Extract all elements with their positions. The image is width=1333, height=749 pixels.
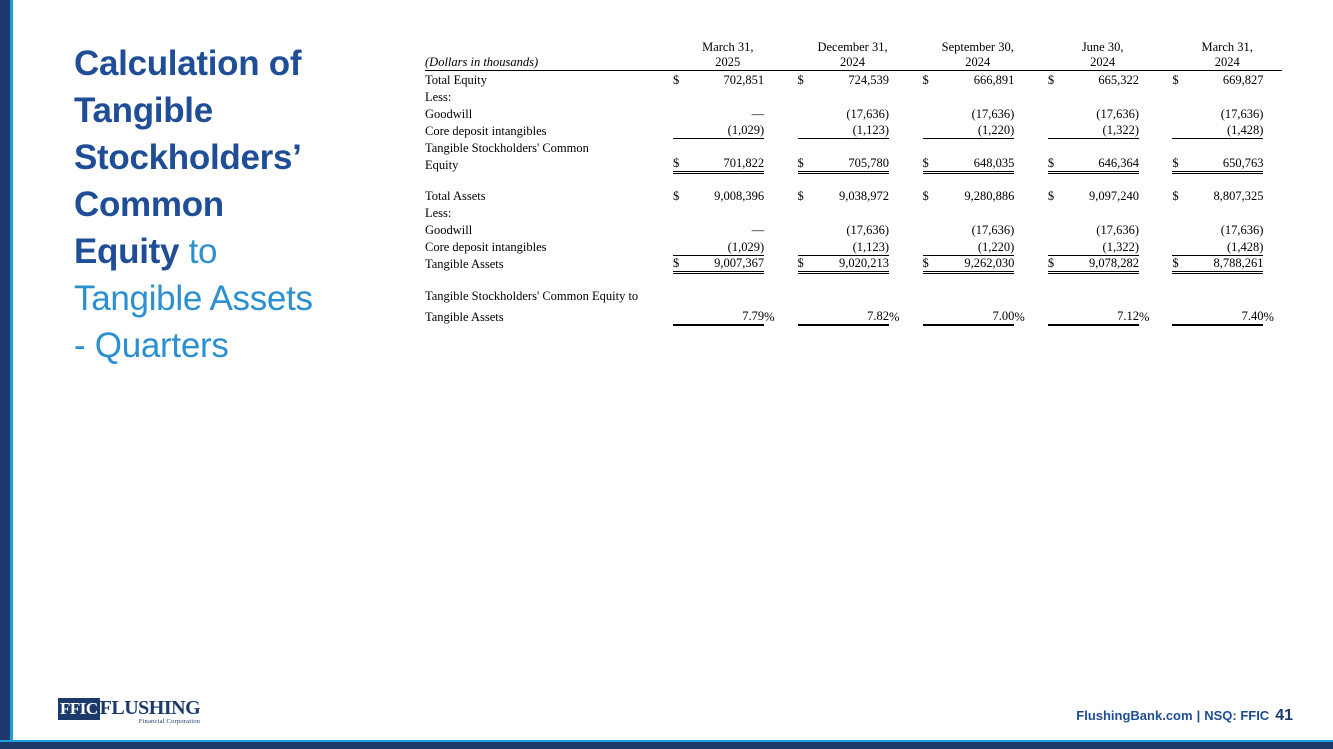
cell-value: (1,029) [687, 122, 764, 139]
table-row [425, 71, 1282, 88]
cell-currency: $ [1048, 156, 1062, 173]
cell-value: (1,322) [1062, 122, 1139, 139]
cell-value: (1,428) [1187, 238, 1264, 255]
title-line-1: Calculation of [74, 44, 302, 83]
row-label: Total Assets [425, 189, 486, 203]
table-row [425, 88, 1282, 105]
cell-value: — [751, 223, 765, 237]
table-row [425, 204, 1282, 221]
col-header-1-line1: March 31, [702, 40, 754, 54]
table-row [425, 156, 1282, 173]
row-label: Goodwill [425, 106, 473, 121]
cell-suffix: % [764, 309, 775, 324]
cell-value: (1,220) [937, 122, 1014, 139]
cell-currency: $ [1047, 189, 1055, 203]
cell-value: (1,123) [812, 238, 889, 255]
cell-value: 669,827 [1222, 72, 1264, 87]
units-note: (Dollars in thousands) [425, 55, 673, 71]
website-link[interactable]: FlushingBank.com [1076, 708, 1193, 723]
cell-value: 666,891 [973, 72, 1015, 87]
cell-value: 702,851 [723, 72, 765, 87]
table-row [425, 287, 1282, 304]
cell-value: 9,097,240 [1088, 189, 1139, 203]
logo-wordmark: FLUSHING [99, 697, 201, 719]
cell-suffix: % [1014, 309, 1025, 324]
table-spacer [425, 173, 1282, 188]
col-header-2-line2: 2024 [798, 55, 908, 71]
table-row [425, 304, 1282, 325]
cell-value: 9,008,396 [714, 189, 765, 203]
title-line-3: Stockholders’ [74, 138, 302, 177]
cell-currency: $ [1172, 72, 1179, 87]
row-label: Less: [425, 89, 452, 104]
cell-value: 724,539 [848, 72, 890, 87]
page-number: 41 [1275, 707, 1293, 724]
left-edge-accent-bar [10, 0, 13, 749]
cell-currency: $ [798, 255, 812, 272]
tangible-equity-table [425, 40, 1282, 326]
financial-table-container [425, 40, 1282, 326]
cell-value: (17,636) [1096, 223, 1139, 237]
title-line-2: Tangible [74, 91, 213, 130]
cell-value: 701,822 [687, 156, 764, 173]
row-label: Less: [425, 206, 452, 220]
logo-mark: FFIC [60, 698, 98, 718]
table-row [425, 105, 1282, 122]
cell-value: 9,262,030 [937, 255, 1014, 272]
cell-value: (17,636) [846, 106, 890, 121]
cell-value: 7.00 [937, 304, 1014, 325]
table-header-row-2 [425, 55, 1282, 71]
title-line-5-light: to [179, 232, 218, 271]
cell-value: (1,220) [937, 238, 1014, 255]
cell-value: 9,280,886 [964, 189, 1015, 203]
cell-currency: $ [673, 72, 680, 87]
footer-info [1076, 707, 1293, 725]
ticker-symbol: NSQ: FFIC [1204, 708, 1270, 723]
cell-currency: $ [673, 156, 687, 173]
title-line-6: Tangible Assets [74, 279, 313, 318]
cell-value: (1,428) [1187, 122, 1264, 139]
cell-currency: $ [1172, 255, 1186, 272]
cell-currency: $ [923, 255, 938, 272]
title-line-4: Common [74, 185, 224, 224]
row-label: Tangible Assets [425, 257, 504, 271]
cell-value: 9,038,972 [839, 189, 890, 203]
cell-value: (1,322) [1062, 238, 1139, 255]
cell-value: 7.40 [1187, 304, 1264, 325]
cell-value: 665,322 [1098, 72, 1139, 87]
row-label: Total Equity [425, 72, 487, 87]
title-line-5-bold: Equity [74, 232, 180, 271]
cell-value: 9,007,367 [687, 255, 764, 272]
cell-value: — [751, 106, 765, 121]
left-edge-bar [0, 0, 10, 749]
table-row [425, 122, 1282, 139]
row-label: Goodwill [425, 223, 473, 237]
cell-suffix: % [1138, 309, 1150, 324]
cell-suffix: % [1263, 309, 1274, 324]
cell-value: 9,078,282 [1062, 255, 1139, 272]
cell-value: (17,636) [1096, 106, 1139, 121]
cell-currency: $ [1048, 255, 1062, 272]
cell-currency: $ [1172, 156, 1186, 173]
col-header-2-line1: December 31, [817, 40, 888, 54]
cell-value: (17,636) [1220, 106, 1264, 121]
table-row [425, 139, 1282, 156]
cell-currency: $ [798, 156, 812, 173]
row-label: Core deposit intangibles [425, 240, 547, 254]
cell-value: 7.82 [812, 304, 889, 325]
table-spacer [425, 272, 1282, 287]
row-label: Tangible Stockholders' Common Equity to [425, 288, 639, 303]
cell-value: 648,035 [937, 156, 1014, 173]
col-header-5-line1: March 31, [1201, 40, 1253, 54]
footer-separator: | [1196, 708, 1201, 723]
cell-value: (17,636) [971, 223, 1015, 237]
cell-currency: $ [922, 189, 929, 203]
row-label: Equity [425, 157, 459, 172]
col-header-1-line2: 2025 [673, 55, 782, 71]
table-row [425, 187, 1282, 204]
col-header-3-line2: 2024 [923, 55, 1033, 71]
table-row [425, 238, 1282, 255]
cell-value: (17,636) [846, 223, 890, 237]
col-header-5-line2: 2024 [1172, 55, 1282, 71]
row-label: Tangible Assets [425, 309, 504, 324]
cell-value: (17,636) [971, 106, 1015, 121]
logo-subtitle: Financial Corporation [138, 718, 201, 725]
title-line-7: - Quarters [74, 326, 229, 365]
cell-value: 8,788,261 [1187, 255, 1264, 272]
cell-value: 705,780 [812, 156, 889, 173]
cell-currency: $ [923, 156, 938, 173]
page-title [74, 40, 404, 369]
cell-currency: $ [1047, 72, 1055, 87]
cell-currency: $ [673, 255, 687, 272]
cell-currency: $ [797, 72, 804, 87]
row-label: Tangible Stockholders' Common [425, 140, 589, 155]
cell-currency: $ [673, 189, 680, 203]
cell-value: 650,763 [1187, 156, 1264, 173]
cell-currency: $ [797, 189, 804, 203]
cell-value: 9,020,213 [812, 255, 889, 272]
company-logo [58, 697, 200, 725]
cell-value: (1,123) [812, 122, 889, 139]
table-row [425, 255, 1282, 272]
cell-suffix: % [889, 309, 900, 324]
cell-value: 7.79 [687, 304, 764, 325]
cell-currency: $ [1172, 189, 1179, 203]
bottom-bar [0, 742, 1333, 749]
cell-value: (17,636) [1220, 223, 1264, 237]
cell-currency: $ [922, 72, 929, 87]
cell-value: 646,364 [1062, 156, 1139, 173]
col-header-4-line2: 2024 [1048, 55, 1157, 71]
col-header-4-line1: June 30, [1081, 40, 1124, 54]
table-row [425, 221, 1282, 238]
table-header-row-1 [425, 40, 1282, 55]
cell-value: 7.12 [1062, 304, 1139, 325]
cell-value: (1,029) [687, 238, 764, 255]
row-label: Core deposit intangibles [425, 123, 547, 138]
col-header-3-line1: September 30, [941, 40, 1014, 54]
cell-value: 8,807,325 [1213, 189, 1264, 203]
